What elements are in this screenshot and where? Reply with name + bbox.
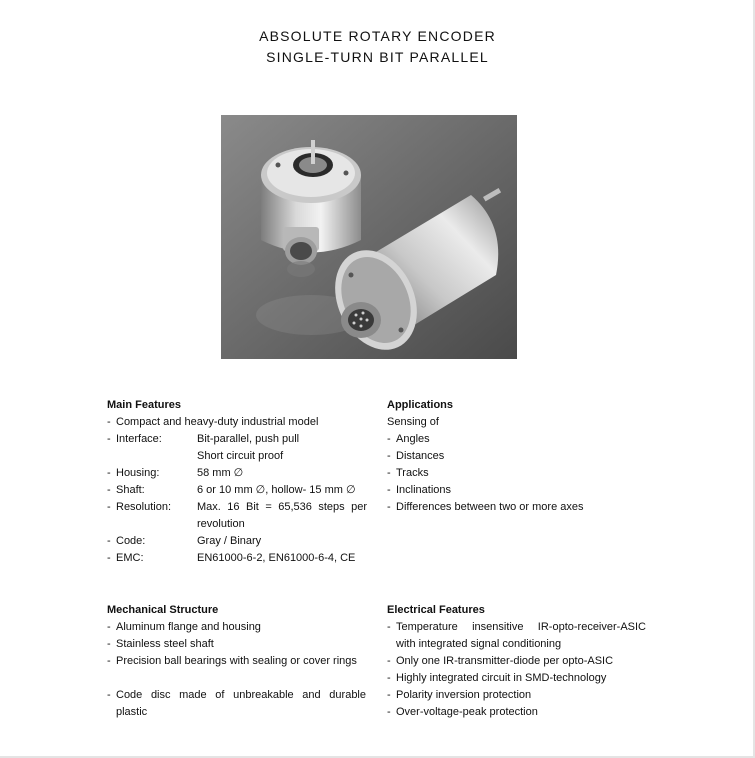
bullet-dash: - — [387, 501, 391, 513]
feature-value: EN61000-6-2, EN61000-6-4, CE — [197, 552, 356, 564]
application-item — [387, 431, 647, 448]
bullet-dash: - — [107, 501, 111, 513]
bullet-dash: - — [387, 672, 391, 684]
bullet-dash: - — [387, 450, 391, 462]
document-subtitle: SINGLE-TURN BIT PARALLEL — [266, 49, 489, 65]
mechanical-item — [107, 687, 369, 721]
mechanical-text: Aluminum flange and housing — [116, 621, 261, 633]
document-title: ABSOLUTE ROTARY ENCODER — [259, 28, 496, 44]
feature-row — [107, 431, 369, 448]
feature-row — [107, 482, 369, 499]
applications-intro — [387, 414, 647, 431]
bullet-dash: - — [107, 416, 111, 428]
electrical-text: Temperature insensitive IR-opto-receiver-ASIC with integrated signal conditioning — [396, 621, 646, 650]
bullet-dash: - — [107, 621, 111, 633]
feature-row — [107, 550, 369, 567]
feature-row — [107, 414, 369, 431]
applications-heading: Applications — [387, 399, 454, 411]
feature-value: Gray / Binary — [197, 535, 262, 547]
feature-label: Housing: — [116, 467, 160, 479]
bullet-dash: - — [107, 655, 111, 667]
electrical-item — [387, 687, 649, 704]
application-item — [387, 482, 647, 499]
mechanical-text: Code disc made of unbreakable and durable plastic — [116, 689, 366, 718]
application-item — [387, 465, 647, 482]
electrical-text: Highly integrated circuit in SMD-technology — [396, 672, 607, 684]
bullet-dash: - — [107, 689, 111, 701]
electrical-features-section — [387, 602, 649, 721]
feature-label: Shaft: — [116, 484, 145, 496]
feature-value: 58 mm ∅ — [197, 467, 244, 479]
feature-text: Compact and heavy-duty industrial model — [116, 416, 319, 428]
mechanical-text: Stainless steel shaft — [116, 638, 214, 650]
bullet-dash: - — [107, 535, 111, 547]
bullet-dash: - — [107, 433, 111, 445]
electrical-item — [387, 704, 649, 721]
electrical-item — [387, 619, 649, 653]
application-item — [387, 499, 647, 516]
application-text: Tracks — [396, 467, 429, 479]
bullet-dash: - — [387, 655, 391, 667]
feature-row — [107, 499, 369, 533]
bullet-dash: - — [107, 552, 111, 564]
feature-value: Max. 16 Bit = 65,536 steps per revolution — [197, 501, 367, 530]
bullet-dash: - — [387, 484, 391, 496]
feature-value: Short circuit proof — [197, 450, 284, 462]
main-features-heading: Main Features — [107, 399, 181, 411]
applications-section — [387, 397, 647, 516]
feature-row — [107, 533, 369, 550]
bullet-dash: - — [387, 433, 391, 445]
feature-value: Bit-parallel, push pull — [197, 433, 300, 445]
product-photo — [221, 115, 517, 359]
application-item — [387, 448, 647, 465]
mechanical-heading: Mechanical Structure — [107, 604, 219, 616]
feature-label: Code: — [116, 535, 146, 547]
application-text: Angles — [396, 433, 430, 445]
main-features-section — [107, 397, 369, 567]
bullet-dash: - — [107, 467, 111, 479]
feature-value: 6 or 10 mm ∅, hollow- 15 mm ∅ — [197, 484, 356, 496]
feature-label: Interface: — [116, 433, 162, 445]
mechanical-item — [107, 619, 369, 636]
bullet-dash: - — [387, 706, 391, 718]
application-text: Differences between two or more axes — [396, 501, 584, 513]
feature-row-continued — [107, 448, 369, 465]
encoder-photo-graphic — [221, 115, 517, 359]
mechanical-item — [107, 636, 369, 653]
electrical-heading: Electrical Features — [387, 604, 485, 616]
mechanical-item — [107, 653, 369, 687]
mechanical-text: Precision ball bearings with sealing or cover rings — [116, 655, 357, 667]
applications-intro-text: Sensing of — [387, 416, 439, 428]
bullet-dash: - — [387, 621, 391, 633]
bullet-dash: - — [107, 484, 111, 496]
electrical-item — [387, 670, 649, 687]
mechanical-structure-section — [107, 602, 369, 721]
application-text: Distances — [396, 450, 445, 462]
electrical-text: Over-voltage-peak protection — [396, 706, 538, 718]
feature-label: Resolution: — [116, 501, 172, 513]
bullet-dash: - — [387, 467, 391, 479]
feature-label: EMC: — [116, 552, 144, 564]
electrical-item — [387, 653, 649, 670]
bullet-dash: - — [107, 638, 111, 650]
feature-row — [107, 465, 369, 482]
bullet-dash: - — [387, 689, 391, 701]
electrical-text: Polarity inversion protection — [396, 689, 532, 701]
electrical-text: Only one IR-transmitter-diode per opto-ASIC — [396, 655, 614, 667]
application-text: Inclinations — [396, 484, 452, 496]
